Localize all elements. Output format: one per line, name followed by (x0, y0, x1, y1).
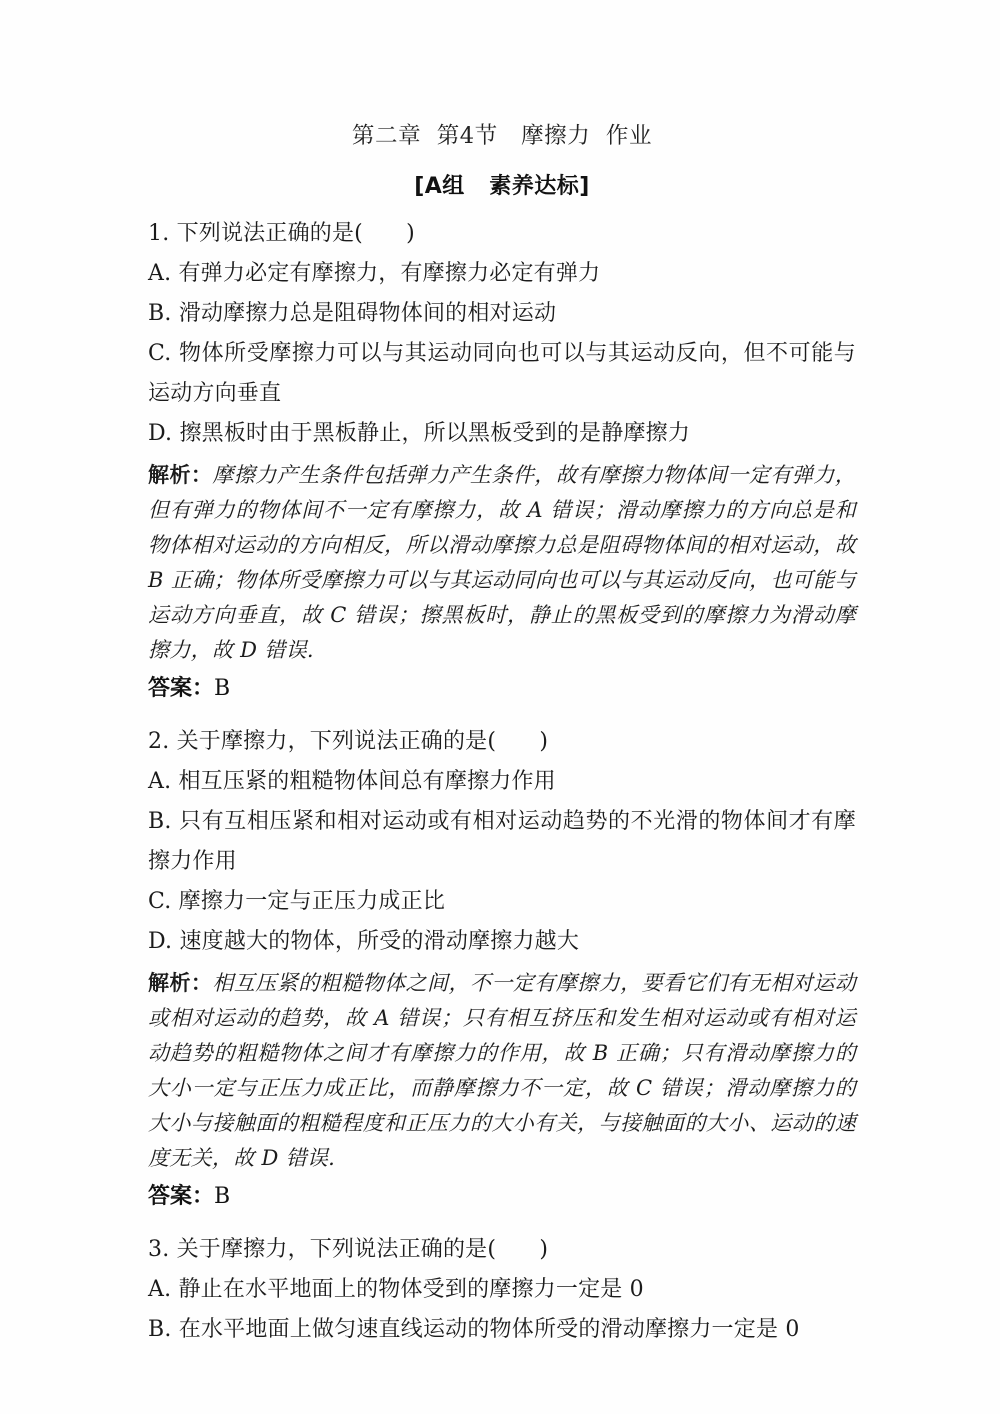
question-option-c: C. 物体所受摩擦力可以与其运动同向也可以与其运动反向，但不可能与运动方向垂直 (148, 341, 856, 406)
analysis-block (148, 458, 863, 668)
question-block-1 (148, 214, 863, 708)
answer-label: 答案： (148, 676, 215, 701)
question-option-a: A. 有弹力必定有摩擦力，有摩擦力必定有弹力 (148, 261, 601, 286)
answer-label: 答案： (148, 1184, 215, 1209)
question-option-a: A. 静止在水平地面上的物体受到的摩擦力一定是 0 (148, 1277, 644, 1302)
question-stem: 2. 关于摩擦力，下列说法正确的是( ) (148, 729, 549, 754)
question-block-2 (148, 722, 856, 1216)
answer-value: B (214, 676, 231, 701)
analysis-label: 解析： (148, 463, 213, 487)
question-option-b: B. 只有互相压紧和相对运动或有相对运动趋势的不光滑的物体间才有摩擦力作用 (148, 809, 856, 874)
question-block-3 (148, 1230, 856, 1350)
question-option-d: D. 擦黑板时由于黑板静止，所以黑板受到的是静摩擦力 (148, 421, 691, 446)
question-stem: 3. 关于摩擦力，下列说法正确的是( ) (148, 1237, 549, 1262)
page-content (148, 0, 863, 1350)
section-group-header: [A组 素养达标] (414, 174, 590, 199)
analysis-label: 解析： (148, 971, 213, 995)
question-option-a: A. 相互压紧的粗糙物体间总有摩擦力作用 (148, 769, 556, 794)
answer-line (148, 1178, 856, 1216)
question-option-b: B. 滑动摩擦力总是阻碍物体间的相对运动 (148, 301, 557, 326)
question-option-b: B. 在水平地面上做匀速直线运动的物体所受的滑动摩擦力一定是 0 (148, 1317, 800, 1342)
question-stem: 1. 下列说法正确的是( ) (148, 221, 415, 246)
page-title: 第二章 第4节 摩擦力 作业 (351, 123, 653, 149)
answer-value: B (214, 1184, 231, 1209)
question-option-d: D. 速度越大的物体，所受的滑动摩擦力越大 (148, 929, 580, 954)
analysis-block (148, 966, 856, 1176)
analysis-text: 相互压紧的粗糙物体之间，不一定有摩擦力，要看它们有无相对运动或相对运动的趋势，故 A 错误；只有相互挤压和发生相对运动或有相对运动趋势的粗糙物体之间才有摩擦力的作用，故 B 正确；只有滑动摩擦力的大小一定与正压力成正比，而静摩擦力不一定，故 C 错误；滑动摩擦力的大小与接触面的粗糙程度和正压力的大小有关，与接触面的大小、运动的速度无关，故 D 错误. (148, 971, 857, 1170)
answer-line (148, 670, 856, 708)
question-option-c: C. 摩擦力一定与正压力成正比 (148, 889, 446, 914)
analysis-text: 摩擦力产生条件包括弹力产生条件，故有摩擦力物体间一定有弹力，但有弹力的物体间不一定有摩擦力，故 A 错误；滑动摩擦力的方向总是和物体相对运动的方向相反，所以滑动摩擦力总是阻碍物体间的相对运动，故 B 正确；物体所受摩擦力可以与其运动同向也可以与其运动反向，也可能与运动方向垂直，故 C 错误；擦黑板时，静止的黑板受到的摩擦力为滑动摩擦力，故 D 错误. (148, 463, 863, 662)
